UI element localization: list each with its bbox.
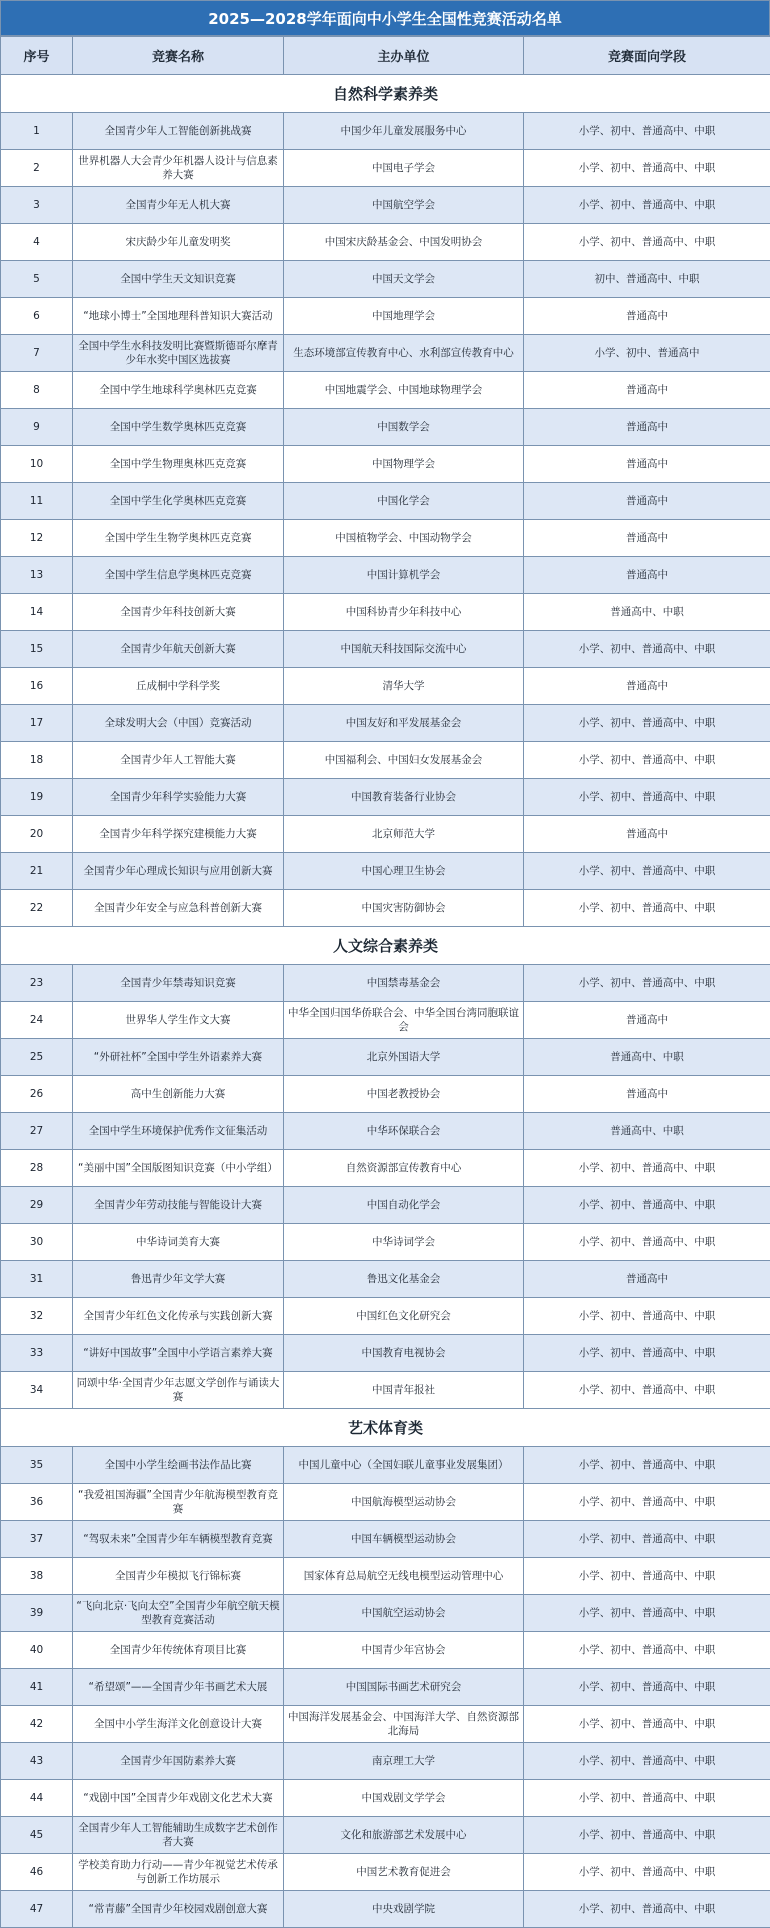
table-row <box>1 1002 770 1039</box>
row-organizer: 中国航天科技国际交流中心 <box>284 631 524 668</box>
table-row <box>1 298 770 335</box>
row-school-level: 小学、初中、普通高中、中职 <box>524 853 770 890</box>
row-school-level: 普通高中 <box>524 483 770 520</box>
row-school-level: 普通高中 <box>524 668 770 705</box>
row-competition-name: 全国青少年模拟飞行锦标赛 <box>73 1558 284 1595</box>
row-competition-name: 世界华人学生作文大赛 <box>73 1002 284 1039</box>
table-row <box>1 1595 770 1632</box>
table-row <box>1 446 770 483</box>
row-competition-name: “我爱祖国海疆”全国青少年航海模型教育竞赛 <box>73 1484 284 1521</box>
category-title: 自然科学素养类 <box>1 75 770 113</box>
table-row <box>1 1039 770 1076</box>
row-competition-name: 全国青少年人工智能辅助生成数字艺术创作者大赛 <box>73 1817 284 1854</box>
row-school-level: 小学、初中、普通高中、中职 <box>524 187 770 224</box>
row-competition-name: “外研社杯”全国中学生外语素养大赛 <box>73 1039 284 1076</box>
row-organizer: 清华大学 <box>284 668 524 705</box>
table-row <box>1 150 770 187</box>
table-row <box>1 187 770 224</box>
row-school-level: 小学、初中、普通高中、中职 <box>524 1521 770 1558</box>
table-row <box>1 335 770 372</box>
table-row <box>1 1447 770 1484</box>
row-competition-name: 宋庆龄少年儿童发明奖 <box>73 224 284 261</box>
row-organizer: 中国车辆模型运动协会 <box>284 1521 524 1558</box>
row-organizer: 国家体育总局航空无线电模型运动管理中心 <box>284 1558 524 1595</box>
row-serial: 2 <box>1 150 73 187</box>
row-competition-name: 全国青少年安全与应急科普创新大赛 <box>73 890 284 927</box>
row-serial: 12 <box>1 520 73 557</box>
table-row <box>1 631 770 668</box>
row-organizer: 北京师范大学 <box>284 816 524 853</box>
row-serial: 27 <box>1 1113 73 1150</box>
table-row <box>1 668 770 705</box>
row-school-level: 小学、初中、普通高中、中职 <box>524 1372 770 1409</box>
row-competition-name: 全国中学生数学奥林匹克竞赛 <box>73 409 284 446</box>
row-school-level: 普通高中 <box>524 372 770 409</box>
row-school-level: 普通高中 <box>524 409 770 446</box>
row-school-level: 普通高中、中职 <box>524 1039 770 1076</box>
row-organizer: 中国航海模型运动协会 <box>284 1484 524 1521</box>
row-serial: 26 <box>1 1076 73 1113</box>
row-serial: 16 <box>1 668 73 705</box>
category-title: 人文综合素养类 <box>1 927 770 965</box>
table-row <box>1 409 770 446</box>
row-organizer: 南京理工大学 <box>284 1743 524 1780</box>
row-competition-name: “戏剧中国”全国青少年戏剧文化艺术大赛 <box>73 1780 284 1817</box>
row-school-level: 普通高中 <box>524 298 770 335</box>
row-competition-name: 学校美育助力行动——青少年视觉艺术传承与创新工作坊展示 <box>73 1854 284 1891</box>
row-organizer: 中国红色文化研究会 <box>284 1298 524 1335</box>
row-serial: 17 <box>1 705 73 742</box>
row-organizer: 中国福利会、中国妇女发展基金会 <box>284 742 524 779</box>
row-school-level: 小学、初中、普通高中、中职 <box>524 1669 770 1706</box>
row-school-level: 小学、初中、普通高中、中职 <box>524 1632 770 1669</box>
table-row <box>1 853 770 890</box>
row-school-level: 普通高中、中职 <box>524 594 770 631</box>
table-row <box>1 1780 770 1817</box>
row-school-level: 小学、初中、普通高中、中职 <box>524 631 770 668</box>
row-organizer: 文化和旅游部艺术发展中心 <box>284 1817 524 1854</box>
row-serial: 39 <box>1 1595 73 1632</box>
row-school-level: 小学、初中、普通高中、中职 <box>524 742 770 779</box>
row-serial: 10 <box>1 446 73 483</box>
category-row <box>1 1409 770 1447</box>
row-organizer: 中华全国归国华侨联合会、中华全国台湾同胞联谊会 <box>284 1002 524 1039</box>
row-organizer: 中国植物学会、中国动物学会 <box>284 520 524 557</box>
row-serial: 8 <box>1 372 73 409</box>
row-competition-name: 全国青少年人工智能创新挑战赛 <box>73 113 284 150</box>
row-competition-name: 全国青少年航天创新大赛 <box>73 631 284 668</box>
row-serial: 41 <box>1 1669 73 1706</box>
row-serial: 45 <box>1 1817 73 1854</box>
table-title: 2025—2028学年面向中小学生全国性竞赛活动名单 <box>0 0 770 36</box>
row-organizer: 中国艺术教育促进会 <box>284 1854 524 1891</box>
table-row <box>1 224 770 261</box>
table-row <box>1 1187 770 1224</box>
row-school-level: 小学、初中、普通高中、中职 <box>524 1335 770 1372</box>
table-row <box>1 557 770 594</box>
row-serial: 22 <box>1 890 73 927</box>
row-competition-name: 丘成桐中学科学奖 <box>73 668 284 705</box>
row-competition-name: 全国青少年人工智能大赛 <box>73 742 284 779</box>
row-organizer: 中国友好和平发展基金会 <box>284 705 524 742</box>
row-organizer: 中国灾害防御协会 <box>284 890 524 927</box>
row-organizer: 中国自动化学会 <box>284 1187 524 1224</box>
row-organizer: 中华诗词学会 <box>284 1224 524 1261</box>
row-serial: 5 <box>1 261 73 298</box>
row-organizer: 中国航空运动协会 <box>284 1595 524 1632</box>
header-organizer: 主办单位 <box>284 37 524 75</box>
row-serial: 18 <box>1 742 73 779</box>
category-row <box>1 75 770 113</box>
row-organizer: 中国心理卫生协会 <box>284 853 524 890</box>
row-competition-name: 全国青少年国防素养大赛 <box>73 1743 284 1780</box>
row-organizer: 中国老教授协会 <box>284 1076 524 1113</box>
table-row <box>1 779 770 816</box>
row-serial: 24 <box>1 1002 73 1039</box>
table-row <box>1 1632 770 1669</box>
row-serial: 13 <box>1 557 73 594</box>
row-school-level: 小学、初中、普通高中、中职 <box>524 1187 770 1224</box>
row-competition-name: 全国中学生水科技发明比赛暨斯德哥尔摩青少年水奖中国区选拔赛 <box>73 335 284 372</box>
row-school-level: 小学、初中、普通高中、中职 <box>524 1817 770 1854</box>
row-competition-name: 全球发明大会（中国）竞赛活动 <box>73 705 284 742</box>
table-row <box>1 816 770 853</box>
row-competition-name: “飞向北京·飞向太空”全国青少年航空航天模型教育竞赛活动 <box>73 1595 284 1632</box>
row-competition-name: 全国青少年劳动技能与智能设计大赛 <box>73 1187 284 1224</box>
row-school-level: 初中、普通高中、中职 <box>524 261 770 298</box>
table-row <box>1 1669 770 1706</box>
row-school-level: 普通高中 <box>524 446 770 483</box>
row-serial: 6 <box>1 298 73 335</box>
row-school-level: 普通高中 <box>524 1002 770 1039</box>
row-serial: 35 <box>1 1447 73 1484</box>
row-serial: 11 <box>1 483 73 520</box>
row-organizer: 中国电子学会 <box>284 150 524 187</box>
row-serial: 23 <box>1 965 73 1002</box>
row-competition-name: 全国青少年传统体育项目比赛 <box>73 1632 284 1669</box>
row-competition-name: 高中生创新能力大赛 <box>73 1076 284 1113</box>
row-school-level: 小学、初中、普通高中、中职 <box>524 779 770 816</box>
row-competition-name: “常青藤”全国青少年校园戏剧创意大赛 <box>73 1891 284 1928</box>
table-row <box>1 113 770 150</box>
row-serial: 40 <box>1 1632 73 1669</box>
row-serial: 31 <box>1 1261 73 1298</box>
row-school-level: 普通高中、中职 <box>524 1113 770 1150</box>
row-organizer: 中国教育电视协会 <box>284 1335 524 1372</box>
row-organizer: 中国地理学会 <box>284 298 524 335</box>
row-competition-name: “地球小博士”全国地理科普知识大赛活动 <box>73 298 284 335</box>
competition-table <box>0 36 770 1928</box>
row-organizer: 中国戏剧文学学会 <box>284 1780 524 1817</box>
row-organizer: 北京外国语大学 <box>284 1039 524 1076</box>
row-competition-name: 全国青少年禁毒知识竞赛 <box>73 965 284 1002</box>
row-organizer: 中国少年儿童发展服务中心 <box>284 113 524 150</box>
row-serial: 21 <box>1 853 73 890</box>
row-school-level: 小学、初中、普通高中、中职 <box>524 1595 770 1632</box>
row-organizer: 中国物理学会 <box>284 446 524 483</box>
row-serial: 37 <box>1 1521 73 1558</box>
table-row <box>1 372 770 409</box>
row-organizer: 鲁迅文化基金会 <box>284 1261 524 1298</box>
row-school-level: 小学、初中、普通高中、中职 <box>524 1854 770 1891</box>
row-serial: 15 <box>1 631 73 668</box>
row-serial: 19 <box>1 779 73 816</box>
row-competition-name: “驾驭未来”全国青少年车辆模型教育竞赛 <box>73 1521 284 1558</box>
table-row <box>1 594 770 631</box>
row-competition-name: 全国中小学生海洋文化创意设计大赛 <box>73 1706 284 1743</box>
table-row <box>1 1817 770 1854</box>
row-school-level: 普通高中 <box>524 520 770 557</box>
row-school-level: 小学、初中、普通高中、中职 <box>524 224 770 261</box>
row-school-level: 小学、初中、普通高中 <box>524 335 770 372</box>
table-body <box>1 75 770 1928</box>
row-school-level: 小学、初中、普通高中、中职 <box>524 1224 770 1261</box>
row-school-level: 小学、初中、普通高中、中职 <box>524 150 770 187</box>
row-serial: 1 <box>1 113 73 150</box>
table-row <box>1 742 770 779</box>
row-competition-name: 全国青少年科学探究建模能力大赛 <box>73 816 284 853</box>
row-competition-name: “讲好中国故事”全国中小学语言素养大赛 <box>73 1335 284 1372</box>
row-school-level: 普通高中 <box>524 816 770 853</box>
row-competition-name: 全国中学生物理奥林匹克竞赛 <box>73 446 284 483</box>
header-row <box>1 37 770 75</box>
row-competition-name: 全国中学生环境保护优秀作文征集活动 <box>73 1113 284 1150</box>
row-school-level: 小学、初中、普通高中、中职 <box>524 113 770 150</box>
row-school-level: 小学、初中、普通高中、中职 <box>524 1891 770 1928</box>
row-school-level: 小学、初中、普通高中、中职 <box>524 1706 770 1743</box>
table-row <box>1 890 770 927</box>
row-organizer: 中国教育装备行业协会 <box>284 779 524 816</box>
row-organizer: 中央戏剧学院 <box>284 1891 524 1928</box>
row-school-level: 普通高中 <box>524 1261 770 1298</box>
row-serial: 46 <box>1 1854 73 1891</box>
table-row <box>1 261 770 298</box>
row-school-level: 小学、初中、普通高中、中职 <box>524 965 770 1002</box>
row-organizer: 中国数学会 <box>284 409 524 446</box>
row-school-level: 小学、初中、普通高中、中职 <box>524 1558 770 1595</box>
row-competition-name: 全国青少年无人机大赛 <box>73 187 284 224</box>
row-serial: 9 <box>1 409 73 446</box>
row-organizer: 中国海洋发展基金会、中国海洋大学、自然资源部北海局 <box>284 1706 524 1743</box>
row-organizer: 中国航空学会 <box>284 187 524 224</box>
row-serial: 38 <box>1 1558 73 1595</box>
row-serial: 43 <box>1 1743 73 1780</box>
table-row <box>1 1706 770 1743</box>
row-school-level: 小学、初中、普通高中、中职 <box>524 705 770 742</box>
table-row <box>1 965 770 1002</box>
row-organizer: 中华环保联合会 <box>284 1113 524 1150</box>
row-school-level: 小学、初中、普通高中、中职 <box>524 1780 770 1817</box>
table-row <box>1 705 770 742</box>
row-serial: 29 <box>1 1187 73 1224</box>
table-row <box>1 1261 770 1298</box>
row-competition-name: 全国青少年红色文化传承与实践创新大赛 <box>73 1298 284 1335</box>
row-organizer: 中国化学会 <box>284 483 524 520</box>
row-serial: 36 <box>1 1484 73 1521</box>
row-organizer: 中国地震学会、中国地球物理学会 <box>284 372 524 409</box>
row-competition-name: 全国青少年科技创新大赛 <box>73 594 284 631</box>
table-row <box>1 1854 770 1891</box>
table-row <box>1 1891 770 1928</box>
table-row <box>1 1558 770 1595</box>
row-competition-name: 全国青少年心理成长知识与应用创新大赛 <box>73 853 284 890</box>
row-competition-name: 全国中学生天文知识竞赛 <box>73 261 284 298</box>
row-competition-name: 全国中学生生物学奥林匹克竞赛 <box>73 520 284 557</box>
row-competition-name: 同颂中华·全国青少年志愿文学创作与诵读大赛 <box>73 1372 284 1409</box>
table-row <box>1 1743 770 1780</box>
table-row <box>1 1372 770 1409</box>
table-row <box>1 1224 770 1261</box>
table-row <box>1 1335 770 1372</box>
table-row <box>1 1150 770 1187</box>
row-serial: 20 <box>1 816 73 853</box>
row-serial: 47 <box>1 1891 73 1928</box>
row-school-level: 普通高中 <box>524 1076 770 1113</box>
row-school-level: 小学、初中、普通高中、中职 <box>524 890 770 927</box>
row-serial: 34 <box>1 1372 73 1409</box>
row-serial: 32 <box>1 1298 73 1335</box>
row-organizer: 生态环境部宣传教育中心、水利部宣传教育中心 <box>284 335 524 372</box>
row-organizer: 中国科协青少年科技中心 <box>284 594 524 631</box>
table-row <box>1 1076 770 1113</box>
row-serial: 42 <box>1 1706 73 1743</box>
row-serial: 33 <box>1 1335 73 1372</box>
row-serial: 44 <box>1 1780 73 1817</box>
row-organizer: 中国儿童中心（全国妇联儿童事业发展集团） <box>284 1447 524 1484</box>
row-serial: 7 <box>1 335 73 372</box>
row-school-level: 小学、初中、普通高中、中职 <box>524 1743 770 1780</box>
row-organizer: 中国青少年宫协会 <box>284 1632 524 1669</box>
row-competition-name: 鲁迅青少年文学大赛 <box>73 1261 284 1298</box>
row-competition-name: 全国中小学生绘画书法作品比赛 <box>73 1447 284 1484</box>
row-competition-name: 世界机器人大会青少年机器人设计与信息素养大赛 <box>73 150 284 187</box>
row-serial: 4 <box>1 224 73 261</box>
row-organizer: 中国青年报社 <box>284 1372 524 1409</box>
row-organizer: 中国计算机学会 <box>284 557 524 594</box>
row-competition-name: “希望颂”——全国青少年书画艺术大展 <box>73 1669 284 1706</box>
row-school-level: 小学、初中、普通高中、中职 <box>524 1298 770 1335</box>
row-organizer: 中国天文学会 <box>284 261 524 298</box>
row-organizer: 中国宋庆龄基金会、中国发明协会 <box>284 224 524 261</box>
row-school-level: 普通高中 <box>524 557 770 594</box>
row-school-level: 小学、初中、普通高中、中职 <box>524 1150 770 1187</box>
table-row <box>1 483 770 520</box>
row-organizer: 中国禁毒基金会 <box>284 965 524 1002</box>
table-row <box>1 520 770 557</box>
row-school-level: 小学、初中、普通高中、中职 <box>524 1484 770 1521</box>
table-row <box>1 1113 770 1150</box>
header-competition-name: 竞赛名称 <box>73 37 284 75</box>
table-row <box>1 1298 770 1335</box>
category-row <box>1 927 770 965</box>
row-competition-name: 全国青少年科学实验能力大赛 <box>73 779 284 816</box>
row-competition-name: “美丽中国”全国版图知识竞赛（中小学组） <box>73 1150 284 1187</box>
row-school-level: 小学、初中、普通高中、中职 <box>524 1447 770 1484</box>
header-serial: 序号 <box>1 37 73 75</box>
table-row <box>1 1521 770 1558</box>
row-serial: 28 <box>1 1150 73 1187</box>
row-competition-name: 全国中学生地球科学奥林匹克竞赛 <box>73 372 284 409</box>
row-serial: 30 <box>1 1224 73 1261</box>
row-organizer: 中国国际书画艺术研究会 <box>284 1669 524 1706</box>
row-serial: 14 <box>1 594 73 631</box>
row-serial: 3 <box>1 187 73 224</box>
row-competition-name: 全国中学生信息学奥林匹克竞赛 <box>73 557 284 594</box>
row-competition-name: 中华诗词美育大赛 <box>73 1224 284 1261</box>
row-serial: 25 <box>1 1039 73 1076</box>
row-organizer: 自然资源部宣传教育中心 <box>284 1150 524 1187</box>
table-row <box>1 1484 770 1521</box>
category-title: 艺术体育类 <box>1 1409 770 1447</box>
row-competition-name: 全国中学生化学奥林匹克竞赛 <box>73 483 284 520</box>
header-school-level: 竞赛面向学段 <box>524 37 770 75</box>
